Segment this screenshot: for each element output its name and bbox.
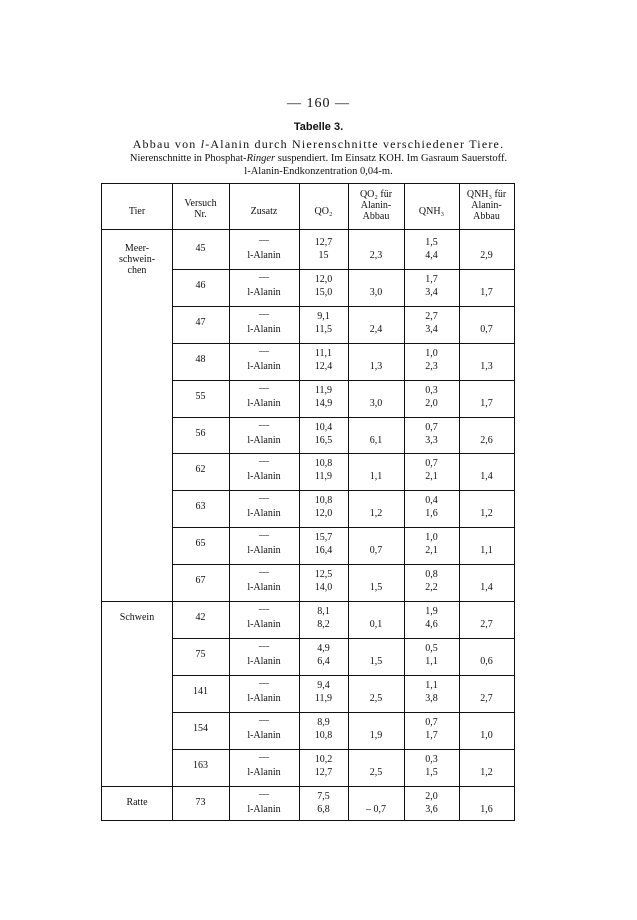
qnh3-alanin: 2,1 <box>425 545 438 557</box>
header-qo2-alanin-line3: Abbau <box>362 211 390 222</box>
data-table <box>101 183 515 821</box>
qo2-alanin: 16,4 <box>314 545 333 557</box>
qo2-alanin: 11,9 <box>314 692 333 704</box>
zusatz-alanin: l-Alanin <box>247 434 281 446</box>
qo2-alanin: 8,2 <box>317 619 330 630</box>
qnh3-alanin-abbau: 2,7 <box>480 619 493 630</box>
zusatz-alanin: l-Alanin <box>247 397 281 409</box>
qnh3-alanin: 3,6 <box>425 803 438 815</box>
qnh3-control: 1,0 <box>425 532 438 544</box>
row-rule <box>172 380 514 381</box>
zusatz-alanin: l-Alanin <box>247 655 281 667</box>
qnh3-control: 0,7 <box>425 458 438 470</box>
qo2-alanin: 12,7 <box>314 766 333 778</box>
zusatz-control: — <box>259 382 269 394</box>
table-title: Tabelle 3. <box>293 121 344 133</box>
header-qnh3-alanin-line1: QNH₃ für <box>466 189 507 200</box>
qnh3-alanin: 3,4 <box>425 286 438 298</box>
qnh3-control: 1,0 <box>425 347 438 359</box>
versuch-nr: 46 <box>195 279 206 291</box>
qnh3-alanin: 3,3 <box>425 434 438 446</box>
column-rule <box>348 184 349 820</box>
qnh3-alanin-abbau: 0,7 <box>480 323 493 335</box>
note-post: suspendiert. Im Einsatz KOH. Im Gasraum Sauerstoff. <box>275 153 508 164</box>
qnh3-alanin: 4,4 <box>425 250 438 261</box>
qnh3-control: 0,3 <box>425 384 438 396</box>
qnh3-alanin: 2,2 <box>425 582 438 594</box>
tier-name: Ratte <box>126 796 148 808</box>
qo2-control: 15,7 <box>314 532 333 544</box>
header-qo2-alanin-line2: Alanin- <box>360 200 392 211</box>
header-tier: Tier <box>128 206 146 217</box>
qo2-alanin: 12,4 <box>314 360 333 372</box>
row-rule <box>172 490 514 491</box>
versuch-nr: 55 <box>195 390 206 402</box>
versuch-nr: 48 <box>195 353 206 365</box>
qo2-alanin-abbau: 2,5 <box>369 766 383 778</box>
qnh3-alanin-abbau: 1,2 <box>480 508 493 520</box>
versuch-nr: 154 <box>193 722 208 734</box>
qnh3-control: 0,8 <box>425 569 438 581</box>
zusatz-control: — <box>259 271 269 283</box>
qnh3-alanin-abbau: 1,4 <box>480 471 493 483</box>
qo2-alanin: 11,9 <box>314 471 333 483</box>
qnh3-alanin-abbau: 1,6 <box>480 803 493 815</box>
row-rule <box>172 453 514 454</box>
row-rule <box>172 638 514 639</box>
row-rule <box>102 786 514 787</box>
versuch-nr: 65 <box>195 538 206 550</box>
qnh3-control: 0,7 <box>425 716 438 728</box>
qo2-alanin: 15 <box>318 250 329 261</box>
qnh3-alanin-abbau: 1,3 <box>480 360 493 372</box>
qo2-control: 12,0 <box>314 273 333 285</box>
qo2-alanin-abbau: 1,5 <box>369 582 383 594</box>
zusatz-control: — <box>259 345 269 357</box>
qnh3-alanin-abbau: 1,7 <box>480 397 493 409</box>
row-rule <box>102 601 514 602</box>
zusatz-alanin: l-Alanin <box>247 582 281 594</box>
qo2-control: 10,4 <box>314 421 333 433</box>
row-rule <box>172 306 514 307</box>
qnh3-alanin-abbau: 1,1 <box>480 545 493 557</box>
header-qo2-alanin <box>348 189 404 222</box>
header-zusatz: Zusatz <box>250 206 278 217</box>
zusatz-alanin: l-Alanin <box>247 619 281 630</box>
versuch-nr: 163 <box>193 759 208 771</box>
qnh3-control: 0,4 <box>425 495 438 507</box>
header-qnh3-alanin-line3: Abbau <box>473 211 500 222</box>
zusatz-control: — <box>259 751 269 763</box>
qo2-control: 8,9 <box>317 716 330 728</box>
qnh3-alanin: 2,0 <box>425 397 438 409</box>
qo2-alanin: 10,8 <box>314 729 333 741</box>
zusatz-control: — <box>259 604 269 615</box>
versuch-nr: 42 <box>195 612 206 623</box>
subtitle-pre: Abbau von <box>132 137 201 151</box>
tier-name: Schwein <box>119 612 155 623</box>
header-rule <box>102 229 514 230</box>
qo2-alanin-abbau: 6,1 <box>369 434 383 446</box>
qnh3-control: 1,5 <box>425 237 438 248</box>
header-qo2-alanin-line1: QO₂ für <box>359 189 393 200</box>
qo2-control: 11,9 <box>314 384 333 396</box>
versuch-nr: 67 <box>195 575 206 587</box>
qo2-alanin-abbau: 2,3 <box>369 250 383 261</box>
zusatz-control: — <box>259 308 269 320</box>
qo2-alanin-abbau: 3,0 <box>369 397 383 409</box>
qnh3-alanin-abbau: 2,7 <box>480 692 493 704</box>
qo2-alanin-abbau: 0,7 <box>369 545 383 557</box>
table-note <box>0 153 637 164</box>
zusatz-alanin: l-Alanin <box>247 766 281 778</box>
qnh3-alanin: 3,8 <box>425 692 438 704</box>
versuch-nr: 63 <box>195 501 206 513</box>
qo2-control: 12,7 <box>314 237 333 248</box>
row-rule <box>172 675 514 676</box>
versuch-nr: 45 <box>195 243 206 254</box>
versuch-nr: 47 <box>195 316 206 328</box>
versuch-nr: 75 <box>195 648 206 660</box>
header-versuch-line1: Versuch <box>184 198 217 209</box>
row-rule <box>172 417 514 418</box>
tier-name: Meer- schwein- chen <box>118 243 156 276</box>
qo2-control: 7,5 <box>317 790 330 802</box>
qnh3-alanin: 1,6 <box>425 508 438 520</box>
qo2-alanin-abbau: 0,1 <box>369 619 383 630</box>
zusatz-alanin: l-Alanin <box>247 692 281 704</box>
qo2-alanin: 15,0 <box>314 286 333 298</box>
zusatz-control: — <box>259 419 269 431</box>
subtitle-l: l <box>200 137 206 151</box>
row-rule <box>172 564 514 565</box>
qo2-control: 9,4 <box>317 679 330 691</box>
qnh3-control: 0,7 <box>425 421 438 433</box>
qo2-control: 4,9 <box>317 642 330 654</box>
header-qnh3-alanin-line2: Alanin- <box>471 200 502 211</box>
table-concentration: l-Alanin-Endkonzentration 0,04-m. <box>244 166 393 177</box>
qo2-alanin: 6,4 <box>317 655 330 667</box>
qnh3-control: 1,7 <box>425 273 438 285</box>
note-ringer: Ringer <box>246 153 276 164</box>
subtitle-post: -Alanin durch Nierenschnitte verschiedener Tiere. <box>205 137 505 151</box>
versuch-nr: 141 <box>193 685 208 697</box>
page-number: — 160 — <box>287 96 350 111</box>
zusatz-control: — <box>259 714 269 726</box>
column-rule <box>459 184 460 820</box>
row-rule <box>172 269 514 270</box>
qnh3-alanin-abbau: 1,4 <box>480 582 493 594</box>
qnh3-alanin: 1,1 <box>425 655 438 667</box>
zusatz-control: — <box>259 530 269 542</box>
header-versuch <box>172 198 229 220</box>
zusatz-control: — <box>259 235 269 246</box>
zusatz-control: — <box>259 456 269 468</box>
qnh3-alanin-abbau: 2,6 <box>480 434 493 446</box>
header-qnh3-alanin <box>459 189 514 222</box>
qnh3-alanin: 4,6 <box>425 619 438 630</box>
qo2-control: 10,8 <box>314 495 333 507</box>
qo2-control: 9,1 <box>317 310 330 322</box>
qnh3-control: 1,1 <box>425 679 438 691</box>
qo2-alanin-abbau: 2,5 <box>369 692 383 704</box>
qnh3-alanin: 2,3 <box>425 360 438 372</box>
zusatz-alanin: l-Alanin <box>247 508 281 520</box>
header-qnh3: QNH₃ <box>418 206 445 217</box>
zusatz-alanin: l-Alanin <box>247 360 281 372</box>
zusatz-control: — <box>259 493 269 505</box>
zusatz-control: — <box>259 640 269 652</box>
zusatz-alanin: l-Alanin <box>247 729 281 741</box>
zusatz-alanin: l-Alanin <box>247 545 281 557</box>
qo2-control: 8,1 <box>317 606 330 617</box>
table-subtitle <box>0 137 637 152</box>
qnh3-control: 2,0 <box>425 790 438 802</box>
qnh3-alanin-abbau: 1,0 <box>480 729 493 741</box>
zusatz-alanin: l-Alanin <box>247 323 281 335</box>
row-rule <box>172 343 514 344</box>
zusatz-alanin: l-Alanin <box>247 803 281 815</box>
qo2-control: 11,1 <box>314 347 333 359</box>
qnh3-alanin-abbau: 2,9 <box>480 250 493 261</box>
row-rule <box>172 527 514 528</box>
header-qo2: QO₂ <box>314 206 333 217</box>
qnh3-alanin-abbau: 0,6 <box>480 655 493 667</box>
qnh3-control: 1,9 <box>425 606 438 617</box>
qo2-alanin-abbau: 1,3 <box>369 360 383 372</box>
zusatz-alanin: l-Alanin <box>247 286 281 298</box>
qo2-control: 12,5 <box>314 569 333 581</box>
versuch-nr: 56 <box>195 427 206 439</box>
qnh3-alanin: 2,1 <box>425 471 438 483</box>
zusatz-alanin: l-Alanin <box>247 250 281 261</box>
qo2-control: 10,8 <box>314 458 333 470</box>
qnh3-control: 0,3 <box>425 753 438 765</box>
versuch-nr: 62 <box>195 464 206 476</box>
qo2-alanin-abbau: 1,1 <box>369 471 383 483</box>
zusatz-control: — <box>259 677 269 689</box>
header-versuch-line2: Nr. <box>194 209 207 220</box>
qnh3-control: 2,7 <box>425 310 438 322</box>
qo2-alanin-abbau: – 0,7 <box>366 803 386 815</box>
qo2-alanin: 12,0 <box>314 508 333 520</box>
qo2-alanin-abbau: 1,9 <box>369 729 383 741</box>
row-rule <box>172 749 514 750</box>
qnh3-alanin: 1,5 <box>425 766 438 778</box>
qo2-alanin-abbau: 3,0 <box>369 286 383 298</box>
zusatz-alanin: l-Alanin <box>247 471 281 483</box>
qnh3-alanin-abbau: 1,7 <box>480 286 493 298</box>
qo2-alanin: 14,9 <box>314 397 333 409</box>
qo2-alanin-abbau: 1,2 <box>369 508 383 520</box>
qnh3-control: 0,5 <box>425 642 438 654</box>
qo2-alanin: 16,5 <box>314 434 333 446</box>
qo2-alanin-abbau: 1,5 <box>369 655 383 667</box>
qo2-alanin: 14,0 <box>314 582 333 594</box>
versuch-nr: 73 <box>195 796 206 808</box>
qnh3-alanin: 1,7 <box>425 729 438 741</box>
zusatz-control: — <box>259 567 269 579</box>
qo2-alanin-abbau: 2,4 <box>369 323 383 335</box>
qnh3-alanin-abbau: 1,2 <box>480 766 493 778</box>
qo2-alanin: 6,8 <box>317 803 330 815</box>
qnh3-alanin: 3,4 <box>425 323 438 335</box>
row-rule <box>172 712 514 713</box>
zusatz-control: — <box>259 788 269 800</box>
qo2-control: 10,2 <box>314 753 333 765</box>
note-pre: Nierenschnitte in Phosphat- <box>129 153 247 164</box>
qo2-alanin: 11,5 <box>314 323 333 335</box>
